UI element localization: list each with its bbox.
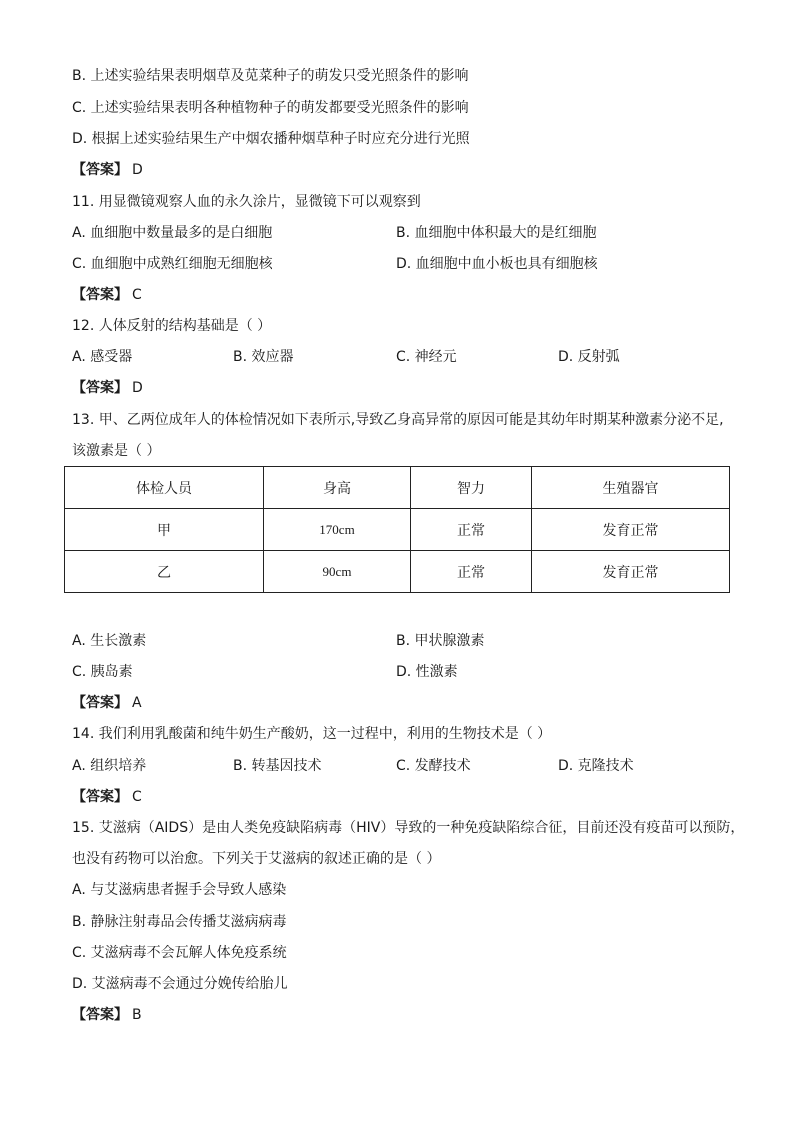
q14-stem: 14. 我们利用乳酸菌和纯牛奶生产酸奶，这一过程中，利用的生物技术是（ ） <box>72 726 552 742</box>
table-cell: 甲 <box>65 509 264 551</box>
table-cell: 正常 <box>411 509 532 551</box>
table-cell: 发育正常 <box>532 509 730 551</box>
q12-option-a: A. 感受器 <box>72 349 133 365</box>
q15-option-b: B. 静脉注射毒品会传播艾滋病病毒 <box>72 914 287 930</box>
q10-answer <box>72 160 143 180</box>
answer-value: C <box>132 789 142 805</box>
q13-stem-line1: 13. 甲、乙两位成年人的体检情况如下表所示,导致乙身高异常的原因可能是其幼年时期某种激素分泌不足, <box>72 412 724 428</box>
q12-option-d: D. 反射弧 <box>558 349 620 365</box>
q14-option-d: D. 克隆技术 <box>558 758 634 774</box>
answer-label: 【答案】 <box>72 1007 128 1023</box>
q13-option-d: D. 性激素 <box>396 664 458 680</box>
answer-label: 【答案】 <box>72 789 128 805</box>
q15-option-c: C. 艾滋病毒不会瓦解人体免疫系统 <box>72 945 287 961</box>
table-row <box>65 551 730 593</box>
q10-option-d: D. 根据上述实验结果生产中烟农播种烟草种子时应充分进行光照 <box>72 131 470 147</box>
q13-option-b: B. 甲状腺激素 <box>396 633 485 649</box>
q11-stem: 11. 用显微镜观察人血的永久涂片，显微镜下可以观察到 <box>72 194 421 210</box>
q11-option-b: B. 血细胞中体积最大的是红细胞 <box>396 225 597 241</box>
table-cell: 发育正常 <box>532 551 730 593</box>
table-header-row <box>65 467 730 509</box>
q14-answer <box>72 787 142 807</box>
table-cell: 乙 <box>65 551 264 593</box>
table-header-cell: 体检人员 <box>65 467 264 509</box>
q11-answer <box>72 285 142 305</box>
q11-option-c: C. 血细胞中成熟红细胞无细胞核 <box>72 256 273 272</box>
q10-option-c: C. 上述实验结果表明各种植物种子的萌发都要受光照条件的影响 <box>72 100 469 116</box>
q11-option-d: D. 血细胞中血小板也具有细胞核 <box>396 256 598 272</box>
q14-option-a: A. 组织培养 <box>72 758 147 774</box>
q15-option-d: D. 艾滋病毒不会通过分娩传给胎儿 <box>72 976 288 992</box>
answer-value: D <box>132 162 143 178</box>
answer-label: 【答案】 <box>72 162 128 178</box>
q14-option-b: B. 转基因技术 <box>233 758 322 774</box>
q13-option-a: A. 生长激素 <box>72 633 147 649</box>
checkup-table <box>64 466 730 593</box>
q10-option-b: B. 上述实验结果表明烟草及苋菜种子的萌发只受光照条件的影响 <box>72 68 469 84</box>
table-cell: 90cm <box>264 551 411 593</box>
q13-option-c: C. 胰岛素 <box>72 664 133 680</box>
answer-value: D <box>132 380 143 396</box>
table-row <box>65 509 730 551</box>
table-header-cell: 身高 <box>264 467 411 509</box>
answer-value: A <box>132 695 142 711</box>
q15-option-a: A. 与艾滋病患者握手会导致人感染 <box>72 882 287 898</box>
answer-value: C <box>132 287 142 303</box>
table-cell: 正常 <box>411 551 532 593</box>
q15-stem-line1: 15. 艾滋病（AIDS）是由人类免疫缺陷病毒（HIV）导致的一种免疫缺陷综合征，目前还没有疫苗可以预防， <box>72 820 745 836</box>
q11-option-a: A. 血细胞中数量最多的是白细胞 <box>72 225 273 241</box>
answer-label: 【答案】 <box>72 695 128 711</box>
answer-value: B <box>132 1007 142 1023</box>
q12-option-b: B. 效应器 <box>233 349 294 365</box>
q13-stem-line2: 该激素是（ ） <box>72 443 161 459</box>
q12-option-c: C. 神经元 <box>396 349 457 365</box>
table-header-cell: 智力 <box>411 467 532 509</box>
table-header-cell: 生殖器官 <box>532 467 730 509</box>
q14-option-c: C. 发酵技术 <box>396 758 471 774</box>
answer-label: 【答案】 <box>72 380 128 396</box>
q15-answer <box>72 1005 142 1025</box>
q13-answer <box>72 693 142 713</box>
q15-stem-line2: 也没有药物可以治愈。下列关于艾滋病的叙述正确的是（ ） <box>72 851 441 867</box>
table-cell: 170cm <box>264 509 411 551</box>
q12-stem: 12. 人体反射的结构基础是（ ） <box>72 318 272 334</box>
q12-answer <box>72 378 143 398</box>
answer-label: 【答案】 <box>72 287 128 303</box>
